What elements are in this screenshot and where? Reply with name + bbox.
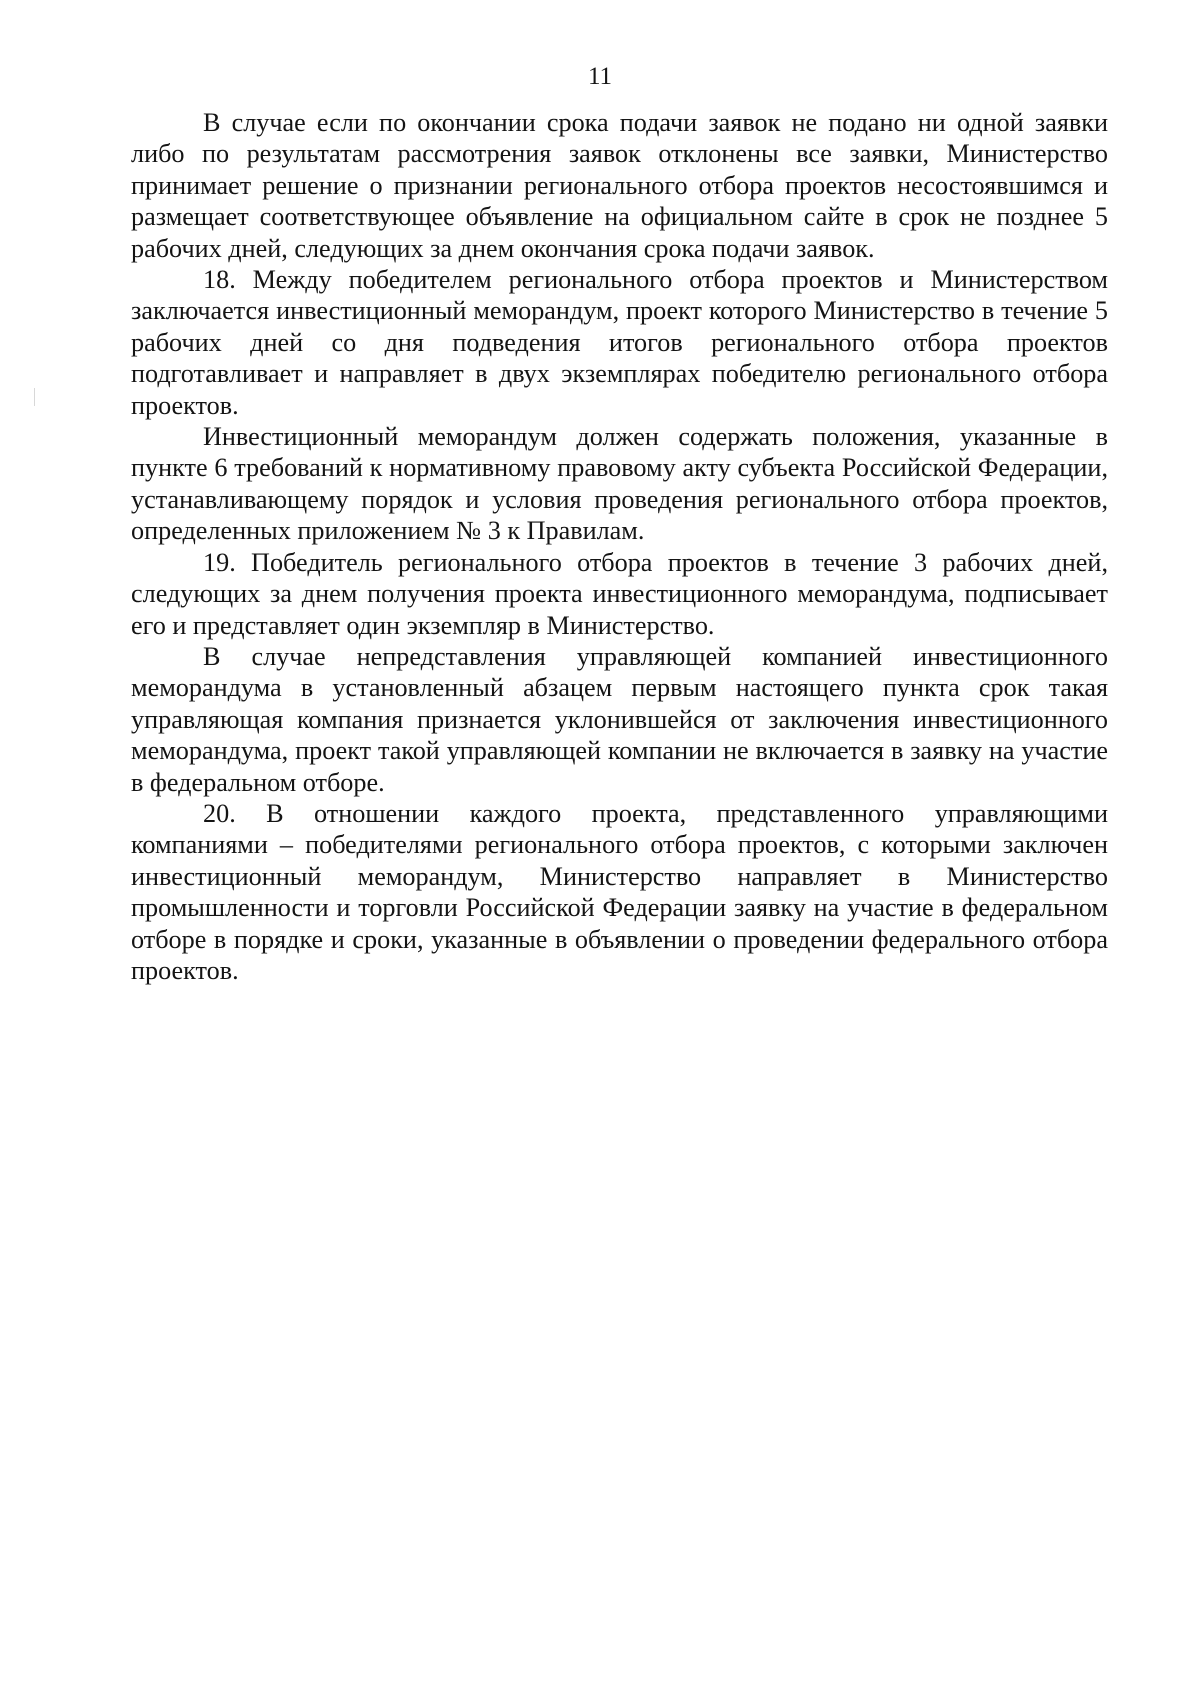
scan-artifact — [34, 388, 35, 406]
paragraph-item-18: 18. Между победителем регионального отбора проектов и Министерством заключается инвестиционный меморандум, проект которого Министерство в течение 5 рабочих дней со дня подведения итогов регионального отбора проектов подготавливает и направляет в двух экземплярах победителю регионального отбора проектов. — [131, 265, 1108, 420]
paragraph-item-20: 20. В отношении каждого проекта, представленного управляющими компаниями – победителями регионального отбора проектов, с которыми заключен инвестиционный меморандум, Министерство направляет в Министерство промышленности и торговли Российской Федерации заявку на участие в федеральном отборе в порядке и сроки, указанные в объявлении о проведении федерального отбора проектов. — [131, 798, 1108, 985]
paragraph-memorandum-content: Инвестиционный меморандум должен содержать положения, указанные в пункте 6 требований к нормативному правовому акту субъекта Российской Федерации, устанавливающему порядок и условия проведения регионального отбора проектов, определенных приложением № 3 к Правилам. — [131, 422, 1108, 546]
page-number: 11 — [587, 63, 613, 90]
document-body — [131, 107, 1108, 986]
paragraph-item-19: 19. Победитель регионального отбора проектов в течение 3 рабочих дней, следующих за днем получения проекта инвестиционного меморандума, подписывает его и представляет один экземпляр в Министерство. — [131, 547, 1108, 640]
paragraph-non-submission: В случае непредставления управляющей компанией инвестиционного меморандума в установленный абзацем первым настоящего пункта срок такая управляющая компания признается уклонившейся от заключения инвестиционного меморандума, проект такой управляющей компании не включается в заявку на участие в федеральном отборе. — [131, 641, 1108, 797]
paragraph-no-applications: В случае если по окончании срока подачи заявок не подано ни одной заявки либо по результатам рассмотрения заявок отклонены все заявки, Министерство принимает решение о признании регионального отбора проектов несостоявшимся и размещает соответствующее объявление на официальном сайте в срок не позднее 5 рабочих дней, следующих за днем окончания срока подачи заявок. — [131, 108, 1108, 263]
